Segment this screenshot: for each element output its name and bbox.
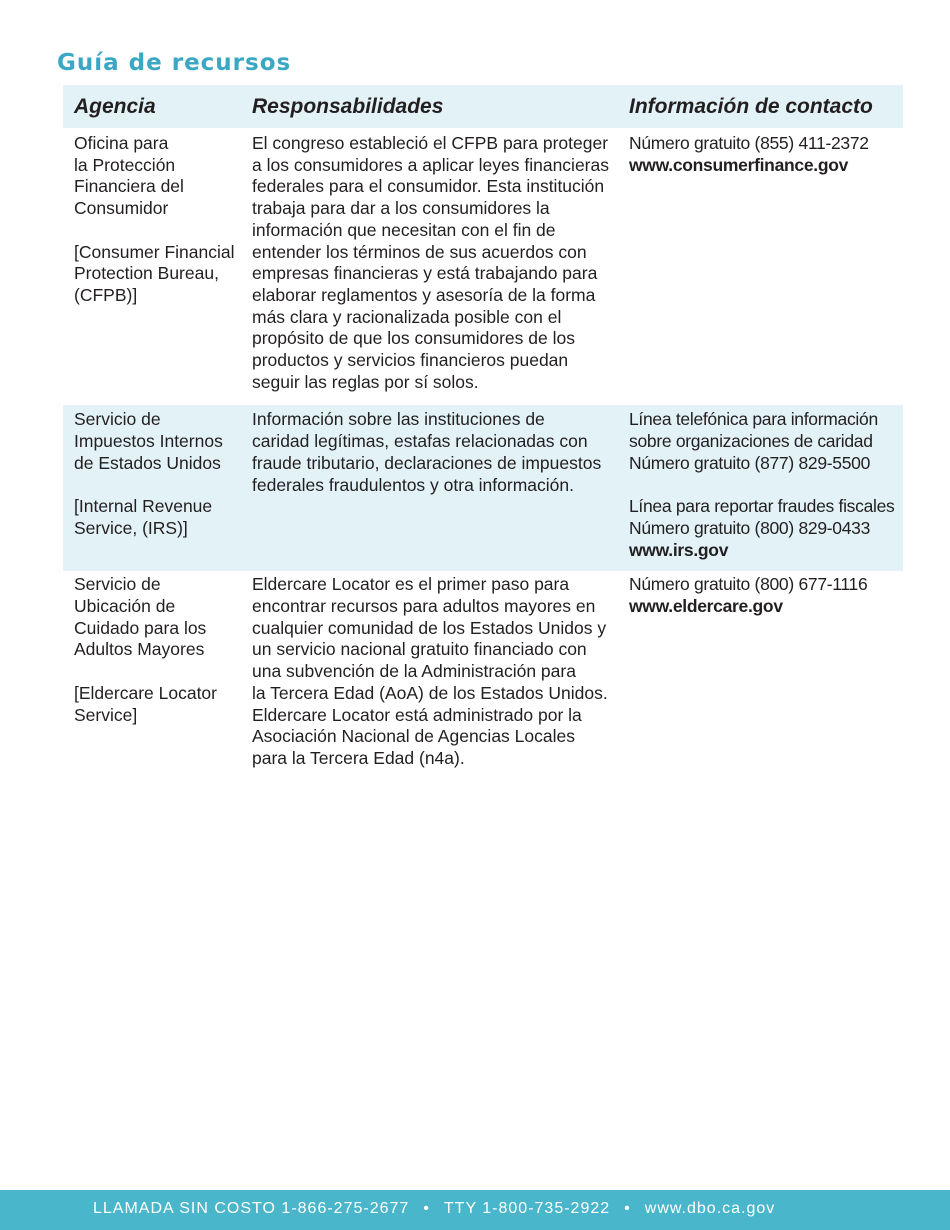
responsibility-line: Eldercare Locator es el primer paso para — [252, 574, 570, 595]
responsibility-line: Asociación Nacional de Agencias Locales — [252, 726, 575, 747]
agency-name-line: la Protección — [74, 154, 176, 175]
contact-charity-phone: Número gratuito (877) 829-5500 — [629, 452, 871, 473]
agency-name-line: Oficina para — [74, 133, 169, 153]
footer-separator: • — [423, 1200, 430, 1217]
header-contact: Información de contacto — [629, 85, 903, 128]
contact-fraud-phone: Número gratuito (800) 829-0433 — [629, 517, 871, 538]
responsibility-line: entender los términos de sus acuerdos con — [252, 241, 587, 262]
footer-separator: • — [624, 1200, 631, 1217]
responsibility-line: información que necesitan con el fin de — [252, 219, 556, 240]
responsibility-line: propósito de que los consumidores de los — [252, 328, 575, 349]
agency-name-line: Consumidor — [74, 198, 169, 219]
agency-english-line: (CFPB)] — [74, 284, 138, 305]
responsibility-line: El congreso estableció el CFPB para proteger — [252, 133, 609, 153]
contact-phone: Número gratuito (855) 411-2372 — [629, 133, 869, 153]
agency-name-line: Financiera del — [74, 176, 184, 197]
table-row-eldercare — [63, 571, 903, 779]
contact-phone: Número gratuito (800) 677-1116 — [629, 574, 868, 595]
responsibility-line: Eldercare Locator está administrado por la — [252, 704, 582, 725]
contact-fraud-label: Línea para reportar fraudes fiscales — [629, 496, 895, 517]
agency-english-line: [Eldercare Locator — [74, 682, 217, 703]
header-agency: Agencia — [63, 85, 241, 128]
responsibilities-cell — [241, 128, 629, 405]
contact-website-link[interactable]: www.irs.gov — [629, 539, 729, 560]
responsibility-line: la Tercera Edad (AoA) de los Estados Unidos. — [252, 682, 608, 703]
agency-name-line: Servicio de — [74, 574, 161, 595]
agency-name-line: Ubicación de — [74, 596, 176, 617]
table-row-irs — [63, 405, 903, 571]
responsibilities-cell — [241, 405, 629, 571]
agency-name-line: Cuidado para los — [74, 617, 207, 638]
agency-cell — [63, 571, 241, 779]
contact-cell — [629, 571, 903, 779]
footer-toll-free: LLAMADA SIN COSTO 1-866-275-2677 — [93, 1200, 410, 1217]
agency-name-line: de Estados Unidos — [74, 452, 221, 473]
responsibility-line: a los consumidores a aplicar leyes financieras — [252, 154, 609, 175]
responsibility-line: más clara y racionalizada posible con el — [252, 306, 562, 327]
responsibility-line: seguir las reglas por sí solos. — [252, 371, 479, 392]
responsibility-line: federales para el consumidor. Esta institución — [252, 176, 605, 197]
agency-english-line: Protection Bureau, — [74, 263, 219, 284]
agency-english-line: [Internal Revenue — [74, 496, 213, 517]
agency-english-line: Service, (IRS)] — [74, 517, 188, 538]
responsibility-line: cualquier comunidad de los Estados Unidos y — [252, 617, 607, 638]
responsibility-line: productos y servicios financieros puedan — [252, 350, 569, 371]
responsibility-line: fraude tributario, declaraciones de impuestos — [252, 452, 602, 473]
contact-cell — [629, 128, 903, 405]
responsibility-line: federales fraudulentos y otra información. — [252, 474, 574, 495]
table-row-cfpb — [63, 128, 903, 405]
footer-bar — [0, 1190, 950, 1230]
responsibility-line: empresas financieras y está trabajando para — [252, 263, 598, 284]
responsibility-line: para la Tercera Edad (n4a). — [252, 747, 465, 768]
contact-website-link[interactable]: www.eldercare.gov — [629, 596, 783, 617]
footer-text — [93, 1200, 775, 1218]
responsibility-line: un servicio nacional gratuito financiado con — [252, 639, 587, 660]
footer-tty: TTY 1-800-735-2922 — [443, 1200, 611, 1217]
header-responsibilities: Responsabilidades — [241, 85, 629, 128]
contact-website-link[interactable]: www.consumerfinance.gov — [629, 154, 849, 175]
responsibility-line: Información sobre las instituciones de — [252, 409, 545, 430]
agency-english-line: [Consumer Financial — [74, 241, 235, 262]
agency-name-line: Impuestos Internos — [74, 431, 223, 452]
responsibility-line: una subvención de la Administración para — [252, 661, 576, 682]
page-title: Guía de recursos — [57, 50, 292, 76]
contact-charity-label: sobre organizaciones de caridad — [629, 431, 873, 452]
responsibility-line: trabaja para dar a los consumidores la — [252, 198, 550, 219]
responsibility-line: elaborar reglamentos y asesoría de la forma — [252, 284, 596, 305]
responsibilities-cell — [241, 571, 629, 779]
resource-table — [63, 85, 903, 780]
footer-website-link[interactable]: www.dbo.ca.gov — [644, 1200, 776, 1217]
agency-english-line: Service] — [74, 704, 138, 725]
contact-charity-label: Línea telefónica para información — [629, 409, 878, 430]
responsibility-line: encontrar recursos para adultos mayores en — [252, 596, 596, 617]
responsibility-line: caridad legítimas, estafas relacionadas con — [252, 431, 588, 452]
agency-name-line: Adultos Mayores — [74, 639, 205, 660]
agency-cell — [63, 405, 241, 571]
agency-name-line: Servicio de — [74, 409, 161, 430]
agency-cell — [63, 128, 241, 405]
table-header-row — [63, 85, 903, 128]
contact-cell — [629, 405, 903, 571]
